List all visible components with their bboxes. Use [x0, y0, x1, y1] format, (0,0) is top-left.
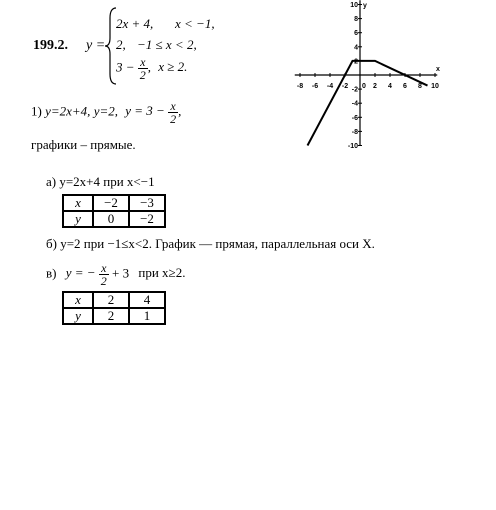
y-tick-label: -4	[351, 100, 358, 108]
table-row	[63, 308, 165, 324]
x-axis-label: x	[436, 66, 440, 73]
table-cell: x	[63, 195, 93, 211]
table-cell: y	[63, 308, 93, 324]
table-cell: 4	[129, 292, 165, 308]
part-v-fraction	[99, 262, 109, 287]
case-1-cond: x < −1,	[175, 16, 215, 31]
table-cell: −2	[93, 195, 129, 211]
y-tick-label: -8	[351, 128, 358, 136]
x-tick-label: 0	[362, 83, 366, 90]
x-tick-label: 8	[418, 83, 422, 90]
y-tick-label: -10	[347, 143, 358, 150]
step1-eq3-pre: y = 3 −	[125, 103, 165, 119]
case-3-post: ,	[147, 59, 152, 75]
table-cell: 0	[93, 211, 129, 227]
y-tick-label: 8	[354, 16, 358, 24]
part-v-line	[46, 262, 185, 287]
table-cell: y	[63, 211, 93, 227]
case-3-frac-den: 2	[139, 68, 146, 82]
part-v-frac-den: 2	[100, 274, 107, 288]
step1-prefix: 1)	[31, 103, 42, 119]
table-cell: x	[63, 292, 93, 308]
table-cell: 2	[93, 292, 129, 308]
y-axis-label: y	[363, 2, 367, 10]
part-v-prefix: в)	[46, 265, 57, 281]
table-row	[63, 211, 165, 227]
problem-number: 199.2.	[33, 38, 68, 53]
part-b-text: б) y=2 при −1≤x<2. График — прямая, параллельная оси X.	[46, 236, 375, 251]
step1-line2: графики – прямые.	[31, 137, 136, 152]
y-tick-label: -6	[351, 114, 358, 122]
part-v-cond: при x≥2.	[138, 265, 186, 281]
x-tick-label: -6	[311, 83, 319, 90]
x-tick-label: 10	[431, 83, 439, 90]
step1-eq3-post: ,	[178, 103, 182, 119]
table-cell: 2	[93, 308, 129, 324]
problem-lhs: y =	[86, 38, 106, 53]
y-tick-label: 6	[354, 30, 358, 38]
y-tick-label: -2	[351, 86, 358, 94]
y-tick-label: 10	[350, 2, 358, 9]
case-3-pre: 3 −	[116, 59, 135, 75]
case-3-fraction	[138, 56, 148, 81]
y-tick-label: 4	[354, 44, 358, 52]
step1-line	[31, 100, 181, 125]
graph-line	[308, 61, 428, 146]
case-3-frac-num: x	[140, 55, 146, 69]
table-cell: −3	[129, 195, 165, 211]
case-3-expr	[116, 56, 187, 81]
y-tick-label: 2	[354, 58, 358, 66]
part-v-eq-post: + 3	[112, 265, 130, 281]
table-cell: 1	[129, 308, 165, 324]
part-v-table	[62, 291, 166, 325]
step1-frac-den: 2	[170, 112, 177, 126]
table-row	[63, 195, 165, 211]
function-graph	[290, 0, 460, 160]
table-row	[63, 292, 165, 308]
step1-fraction	[168, 100, 178, 125]
x-tick-label: -4	[326, 83, 334, 90]
part-a-text: а) y=2x+4 при x<−1	[46, 174, 155, 189]
x-tick-label: -2	[341, 83, 349, 90]
case-3-cond: x ≥ 2.	[158, 59, 188, 75]
case-1-expr: 2x + 4,	[116, 16, 154, 31]
case-2-expr: 2,	[116, 37, 126, 52]
x-tick-label: 4	[388, 83, 392, 90]
x-tick-label: 6	[403, 83, 407, 90]
part-a-table	[62, 194, 166, 228]
part-v-frac-num: x	[101, 261, 107, 275]
step1-frac-num: x	[170, 99, 176, 113]
table-cell: −2	[129, 211, 165, 227]
x-tick-label: 2	[373, 83, 377, 90]
case-2-cond: −1 ≤ x < 2,	[137, 37, 197, 52]
step1-eq2: y=2,	[93, 103, 118, 119]
step1-eq1: y=2x+4,	[45, 103, 91, 119]
part-v-eq-pre: y = −	[65, 265, 96, 281]
x-tick-label: -8	[296, 83, 304, 90]
